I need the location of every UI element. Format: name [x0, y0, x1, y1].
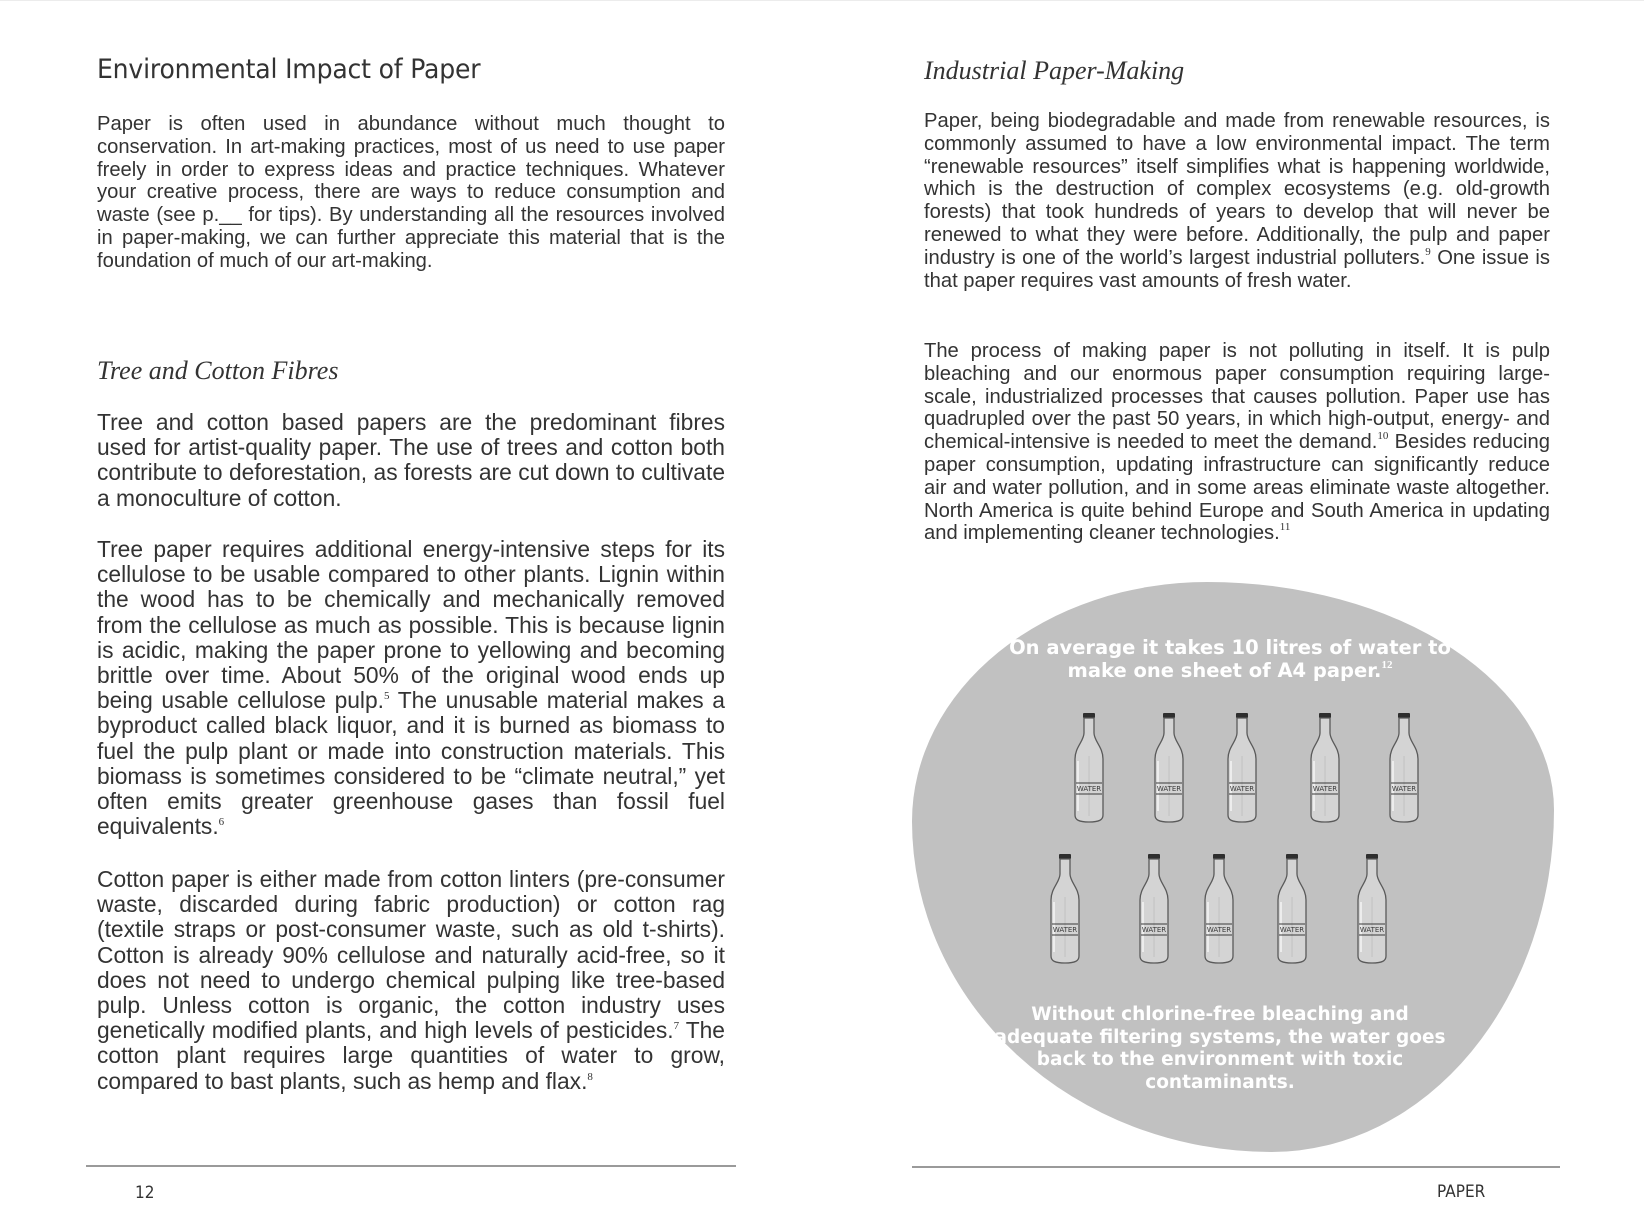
water-bottle-icon	[1352, 852, 1392, 964]
water-bottle-icon	[1305, 711, 1345, 823]
footer-rule	[86, 1165, 736, 1167]
paragraph-cotton-paper	[97, 867, 725, 1094]
water-bottle-icon	[1134, 852, 1174, 964]
footnote-ref[interactable]: 8	[587, 1070, 593, 1083]
footnote-ref[interactable]: 7	[673, 1020, 680, 1033]
paragraph-fibres: Tree and cotton based papers are the predominant fibres used for artist-quality paper. The use of trees and cotton both contribute to deforestation, as forests are cut down to cultivate a monoculture of cotton.	[97, 409, 725, 511]
footnote-ref[interactable]: 5	[384, 690, 390, 703]
running-head: PAPER	[1437, 1182, 1486, 1202]
footnote-ref[interactable]: 9	[1425, 245, 1431, 258]
footnote-ref[interactable]: 6	[218, 816, 225, 829]
section-heading-tree-cotton: Tree and Cotton Fibres	[97, 356, 339, 385]
paragraph-text: Besides reducing paper consumption, updating infrastructure can significantly reduce air and water pollution, and in some areas eliminate waste altogether. North America is quite behind Europe and South America in updating and implementing cleaner technologies.	[924, 431, 1550, 545]
water-bottle-icon	[1222, 711, 1262, 823]
water-bottle-icon	[1149, 711, 1189, 823]
section-heading-industrial: Industrial Paper-Making	[924, 56, 1185, 85]
paragraph-text: Tree paper requires additional energy-intensive steps for its cellulose to be usable compared to other plants. Lignin within the wood has to be chemically and mechanically removed from the cellulose as much as possible. This is because lignin is acidic, making the paper prone to yellowing and becoming brittle over time. About 50% of the original wood ends up being usable cellulose pulp.	[97, 536, 725, 714]
paragraph-text: The process of making paper is not polluting in itself. It is pulp bleaching and our enormous paper consumption requiring large-scale, industrialized processes that causes pollution. Paper use has quadrupled over the past 50 years, in which high-output, energy- and chemical-intensive is needed to meet the demand.	[924, 340, 1550, 454]
footnote-ref[interactable]: 11	[1279, 521, 1291, 534]
water-bottle-icon	[1272, 852, 1312, 964]
paragraph-text: Paper, being biodegradable and made from renewable resources, is commonly assumed to have a low environmental impact. The term “renewable resources” itself simplifies what is happening worldwide, which is the destruction of complex ecosystems (e.g. old-growth forests) that took hundreds of years to develop that will never be renewed to what they were before. Additionally, the pulp and paper industry is one of the world’s largest industrial polluters.	[924, 110, 1550, 269]
water-bottle-icon	[1045, 852, 1085, 964]
infographic-headline	[1000, 636, 1460, 682]
footer-rule	[912, 1166, 1560, 1168]
footnote-ref[interactable]: 12	[1381, 659, 1393, 671]
water-bottle-icon	[1199, 852, 1239, 964]
paragraph-renewable	[924, 110, 1550, 292]
intro-paragraph: Paper is often used in abundance without much thought to conservation. In art-making practices, most of us need to use paper freely in order to express ideas and practice techniques. Whatever your creative process, there are ways to reduce consumption and waste (see p.__ for tips). By understanding all the resources involved in paper-making, we can further appreciate this material that is the foundation of much of our art-making.	[97, 113, 725, 272]
water-bottle-icon	[1384, 711, 1424, 823]
water-bottle-icon	[1069, 711, 1109, 823]
page-title: Environmental Impact of Paper	[97, 54, 481, 85]
paragraph-text: One issue is that paper requires vast amounts of fresh water.	[924, 246, 1550, 292]
paragraph-text: Cotton paper is either made from cotton linters (pre-consumer waste, discarded during fabric production) or cotton rag (textile straps or post-consumer waste, such as old t-shirts). Cotton is already 90% cellulose and naturally acid-free, so it does not need to undergo chemical pulping like tree-based pulp. Unless cotton is organic, the cotton industry uses genetically modified plants, and high levels of pesticides.	[97, 866, 725, 1044]
page-number: 12	[135, 1183, 155, 1203]
paragraph-pollution	[924, 340, 1550, 545]
infographic-footer: Without chlorine-free bleaching and adequate filtering systems, the water goes back to the environment with toxic contaminants.	[994, 1004, 1446, 1093]
paragraph-text: The unusable material makes a byproduct called black liquor, and it is burned as biomass to fuel the pulp plant or made into construction materials. This biomass is sometimes considered to be “climate neutral,” yet often emits greater greenhouse gases than fossil fuel equivalents.	[97, 687, 725, 840]
footnote-ref[interactable]: 10	[1377, 430, 1389, 443]
paragraph-text: The cotton plant requires large quantities of water to grow, compared to bast plants, such as hemp and flax.	[97, 1017, 725, 1094]
headline-text: On average it takes 10 litres of water to make one sheet of A4 paper.	[1009, 636, 1451, 682]
paragraph-tree-paper	[97, 537, 725, 839]
